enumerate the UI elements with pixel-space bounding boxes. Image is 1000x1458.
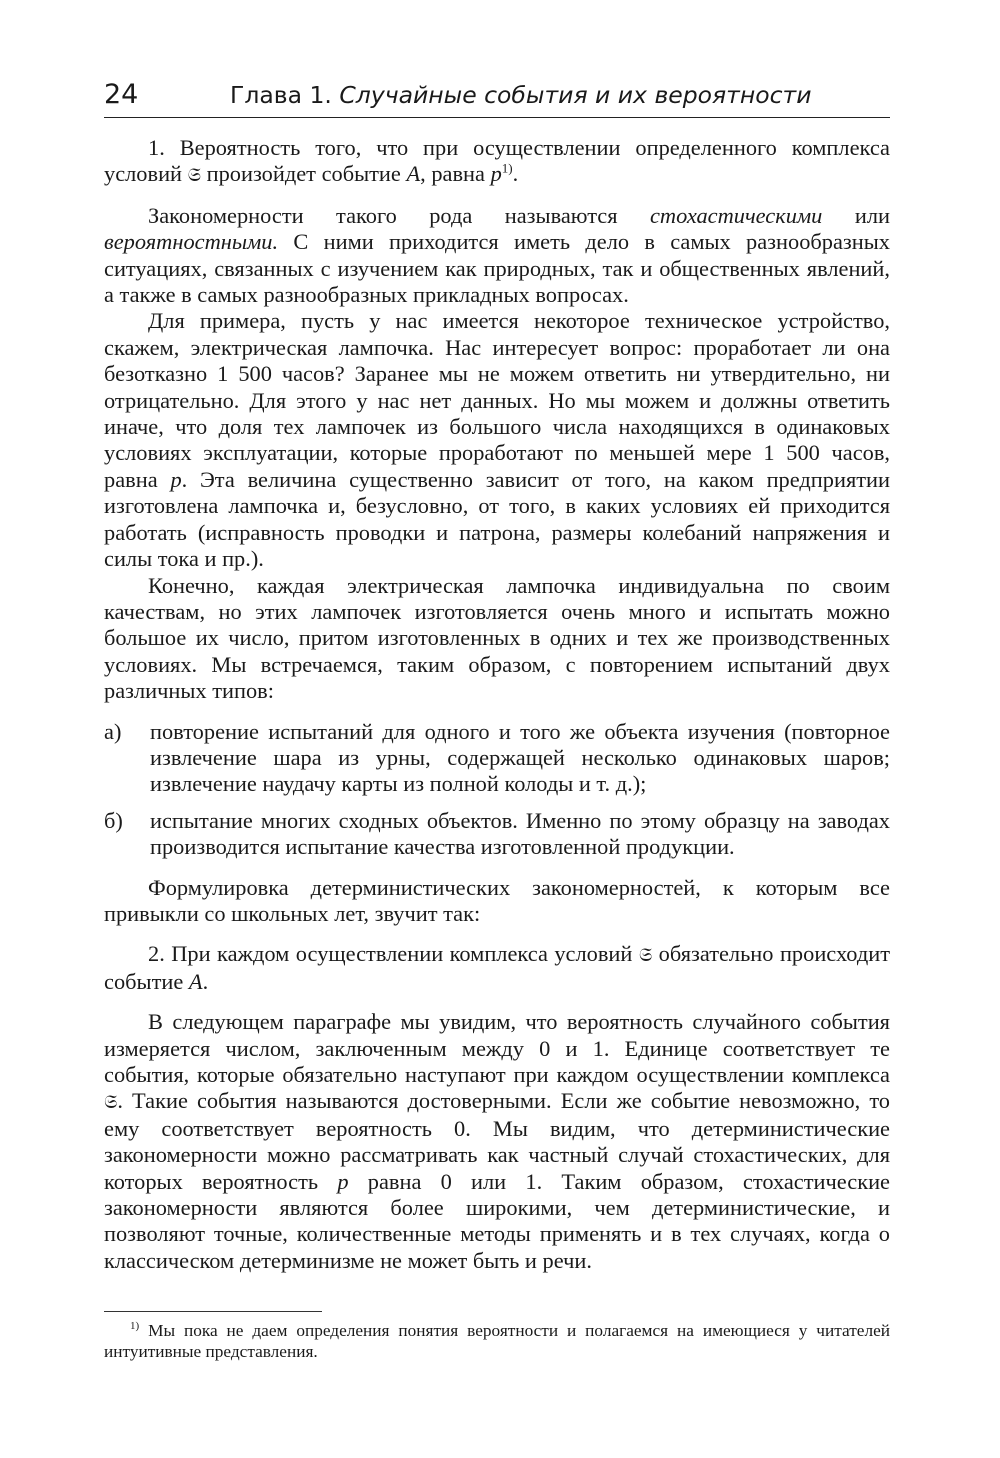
probability-symbol: p (337, 1168, 349, 1194)
paragraph-7: В следующем параграфе мы увидим, что вероятность случайного события измеряется числом, заключенным между 0 и 1. Единице соответствует те события, которые обязательно наступают при каждом осуществлении комплекса 𝔖. Такие события называются достоверными. Если же событие невозможно, то ему соответствует вероятность 0. Мы видим, что детерминистические закономерности можно рассматривать как частный случай стохастических, для которых вероятность p равна 0 или 1. Таким образом, стохастические закономерности являются более широкими, чем детерминистические, и позволяют точные, количественные методы применять и в тех случаях, когда о классическом детерминизме не может быть и речи. (104, 1009, 890, 1273)
trial-types-list (104, 719, 890, 861)
footnote-text: Мы пока не даем определения понятия вероятности и полагаемся на имеющиеся у читателей интуитивные представления. (104, 1321, 890, 1361)
running-head (230, 78, 812, 112)
complex-conditions-symbol: 𝔖 (638, 944, 653, 967)
probability-symbol: p (490, 161, 502, 187)
paragraph-2: Закономерности такого рода называются стохастическими или вероятностными. С ними приходится иметь дело в самых разнообразных ситуациях, связанных с изучением как природных, так и общественных явлений, а также в самых разнообразных прикладных вопросах. (104, 202, 890, 308)
page-header (104, 78, 890, 116)
term-probabilistic: вероятностными. (104, 229, 279, 255)
list-item: б) испытание многих сходных объектов. Именно по этому образцу на заводах производится испытание качества изготовленной продукции. (104, 807, 890, 860)
complex-conditions-symbol: 𝔖 (104, 1091, 118, 1114)
list-item: а) повторение испытаний для одного и того же объекта изучения (повторное извлечение шара из урны, содержащей несколько одинаковых шаров; извлечение наудачу карты из полной колоды и т. д.); (104, 718, 890, 797)
list-marker: а) (104, 718, 122, 744)
probability-symbol: p (170, 466, 182, 492)
footnote-mark: 1) (501, 160, 513, 176)
list-marker: б) (104, 807, 123, 833)
footnote-number: 1) (130, 1320, 140, 1333)
page-body (104, 135, 890, 1274)
paragraph-3: Для примера, пусть у нас имеется некоторое техническое устройство, скажем, электрическая лампочка. Нас интересует вопрос: проработает ли она безотказно 1 500 часов? Заранее мы не можем ответить ни утвердительно, ни отрицательно. Для этого у нас нет данных. Но мы можем и должны ответить иначе, что доля тех лампочек из большого числа находящихся в одинаковых условиях эксплуатации, которые проработают по меньшей мере 1 500 часов, равна p. Эта величина существенно зависит от того, на каком предприятии изготовлена лампочка и, безусловно, от того, в каких условиях ей приходится работать (исправность проводки и патрона, размеры колебаний напряжения и силы тока и пр.). (104, 308, 890, 572)
chapter-label: Глава 1. (230, 81, 332, 109)
header-rule (104, 117, 890, 118)
paragraph-5: Формулировка детерминистических закономерностей, к которым все привыкли со школьных лет, звучит так: (104, 874, 890, 926)
term-stochastic: стохастическими (649, 202, 823, 228)
event-symbol: A (188, 968, 203, 994)
paragraph-4: Конечно, каждая электрическая лампочка индивидуальна по своим качествам, но этих лампочек изготовляется очень много и испытать можно большое их число, притом изготовленных в одних и тех же производственных условиях. Мы встречаемся, таким образом, с повторением испытаний двух различных типов: (104, 572, 890, 704)
footnote-rule (104, 1311, 322, 1312)
complex-conditions-symbol: 𝔖 (187, 164, 201, 187)
chapter-title: Случайные события и их вероятности (339, 81, 812, 109)
paragraph-1: 1. Вероятность того, что при осуществлении определенного комплекса условий 𝔖 произойдет событие A, равна $p^{1)}$. (104, 135, 890, 187)
event-symbol: A (406, 161, 421, 187)
page-number: 24 (104, 79, 139, 110)
footnote (104, 1320, 890, 1362)
paragraph-6: 2. При каждом осуществлении комплекса условий 𝔖 обязательно происходит событие A. (104, 941, 890, 994)
